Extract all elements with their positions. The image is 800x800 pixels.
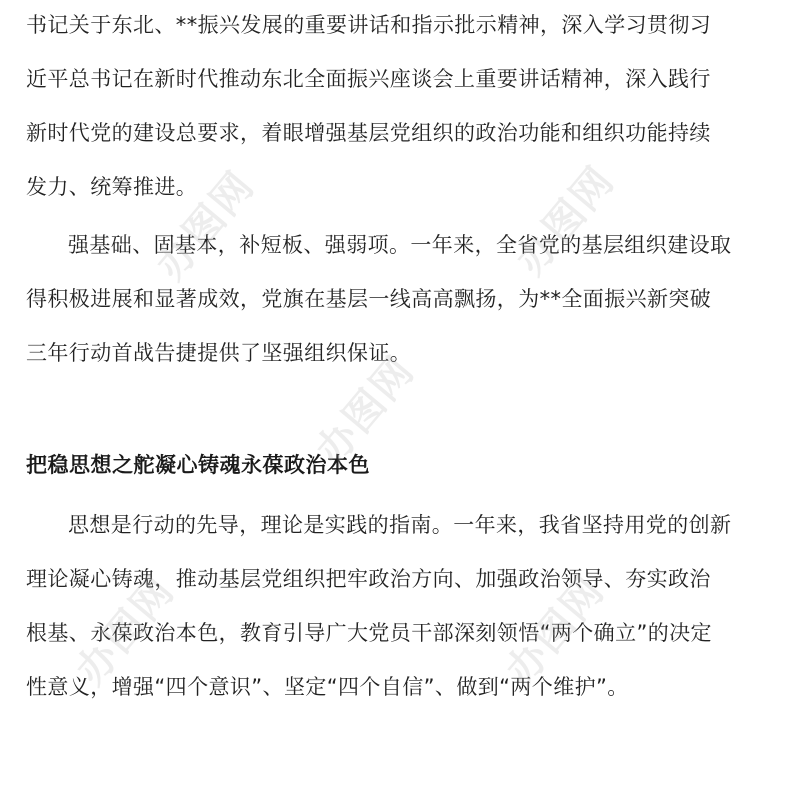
paragraph-line: 发力、统筹推进。 <box>26 175 198 199</box>
paragraph-line: 书记关于东北、**振兴发展的重要讲话和指示批示精神，深入学习贯彻习 <box>26 13 712 37</box>
paragraph-line: 三年行动首战告捷提供了坚强组织保证。 <box>26 341 412 365</box>
watermark: 办图网 <box>67 567 184 694</box>
paragraph-line: 思想是行动的先导，理论是实践的指南。一年来，我省坚持用党的创新 <box>68 513 732 537</box>
paragraph-1 <box>26 0 776 214</box>
paragraph-line: 理论凝心铸魂，推动基层党组织把牢政治方向、加强政治领导、夯实政治 <box>26 567 711 591</box>
paragraph-2 <box>26 218 776 380</box>
paragraph-3 <box>26 498 776 714</box>
paragraph-line: 根基、永葆政治本色，教育引导广大党员干部深刻领悟“两个确立”的决定 <box>26 621 712 645</box>
paragraph-line: 得积极进展和显著成效，党旗在基层一线高高飘扬，为**全面振兴新突破 <box>26 287 712 311</box>
section-heading: 把稳思想之舵凝心铸魂永葆政治本色 <box>26 452 370 477</box>
paragraph-line: 性意义，增强“四个意识”、坚定“四个自信”、做到“两个维护”。 <box>26 675 629 699</box>
watermark: 办图网 <box>507 157 624 284</box>
watermark: 办图网 <box>497 567 614 694</box>
watermark: 办图网 <box>147 162 264 289</box>
paragraph-line: 强基础、固基本，补短板、强弱项。一年来，全省党的基层组织建设取 <box>68 233 732 257</box>
paragraph-line: 近平总书记在新时代推动东北全面振兴座谈会上重要讲话精神，深入践行 <box>26 67 711 91</box>
paragraph-line: 新时代党的建设总要求，着眼增强基层党组织的政治功能和组织功能持续 <box>26 121 711 145</box>
watermark: 办图网 <box>307 347 424 474</box>
